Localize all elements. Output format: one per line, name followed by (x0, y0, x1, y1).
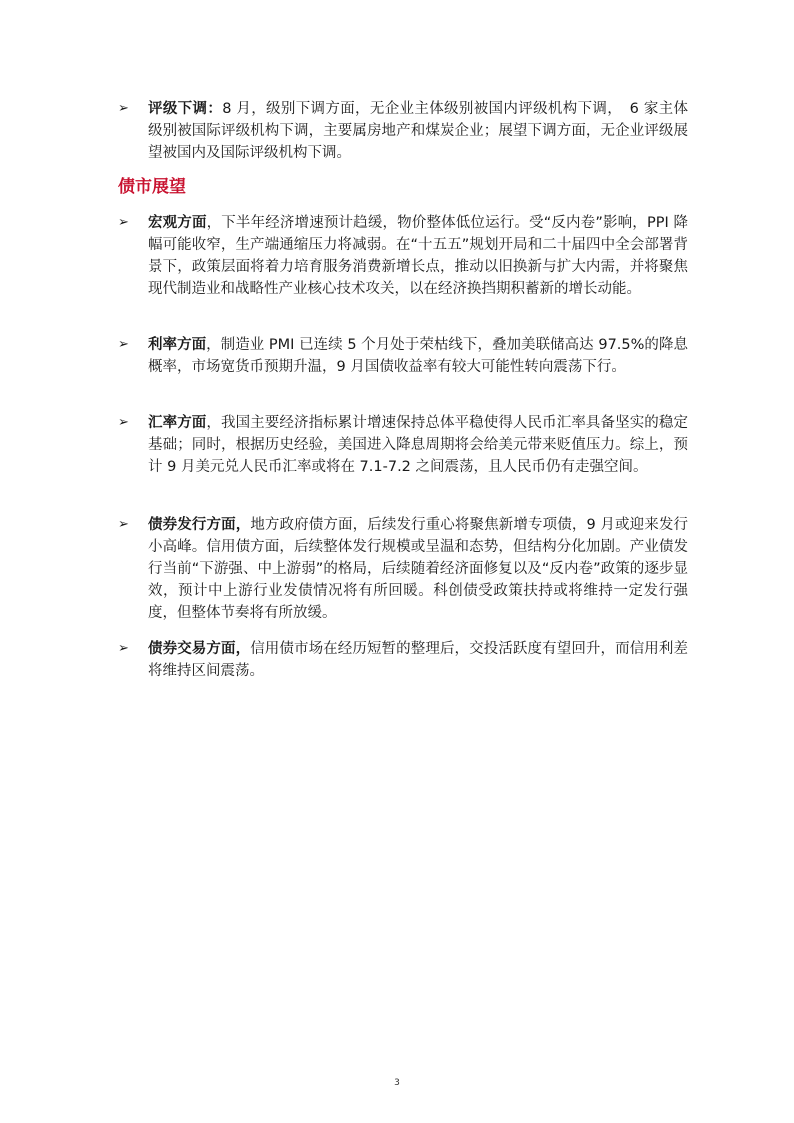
paragraph-label: 债券交易方面， (148, 641, 251, 657)
paragraph (148, 334, 688, 378)
paragraph (148, 514, 688, 624)
paragraph-body: ，制造业 PMI 已连续 5 个月处于荣枯线下，叠加美联储高达 97.5%的降息概率，市场宽货币预期升温，9 月国债收益率有较大可能性转向震荡下行。 (148, 337, 688, 375)
paragraph-body: ，我国主要经济指标累计增速保持总体平稳使得人民币汇率具备坚实的稳定基础；同时，根据历史经验，美国进入降息周期将会给美元带来贬值压力。综上，预计 9 月美元兑人民币汇率或将在 7.1-7.2 之间震荡，且人民币仍有走强空间。 (148, 415, 688, 475)
page-number: 3 (394, 1078, 400, 1088)
arrow-bullet-icon: ➢ (118, 337, 129, 352)
paragraph-body: ，下半年经济增速预计趋缓，物价整体低位运行。受“反内卷”影响，PPI 降幅可能收窄，生产端通缩压力将减弱。在“十五五”规划开局和二十届四中全会部署背景下，政策层面将着力培育服务消费新增长点，推动以旧换新与扩大内需，并将聚焦现代制造业和战略性产业核心技术攻关，以在经济换挡期积蓄新的增长动能。 (148, 215, 688, 297)
paragraph-body: 8 月，级别下调方面，无企业主体级别被国内评级机构下调， 6 家主体级别被国际评级机构下调，主要属房地产和煤炭企业；展望下调方面，无企业评级展望被国内及国际评级机构下调。 (148, 101, 689, 161)
arrow-bullet-icon: ➢ (118, 101, 129, 116)
paragraph-label: 债券发行方面， (148, 517, 251, 533)
paragraph-label: 汇率方面 (148, 415, 207, 431)
arrow-bullet-icon: ➢ (118, 517, 129, 532)
paragraph (148, 638, 688, 682)
paragraph-label: 宏观方面 (148, 215, 207, 231)
section-title: 债市展望 (118, 177, 186, 197)
paragraph-label: 评级下调： (148, 101, 223, 117)
arrow-bullet-icon: ➢ (118, 641, 129, 656)
paragraph (148, 412, 688, 478)
paragraph-label: 利率方面 (148, 337, 207, 353)
paragraph (148, 98, 688, 164)
paragraph-body: 地方政府债方面，后续发行重心将聚焦新增专项债，9 月或迎来发行小高峰。信用债方面，后续整体发行规模或呈温和态势，但结构分化加剧。产业债发行当前“下游强、中上游弱”的格局，后续随着经济面修复以及“反内卷”政策的逐步显效，预计中上游行业发债情况将有所回暖。科创债受政策扶持或将维持一定发行强度，但整体节奏将有所放缓。 (148, 517, 688, 621)
arrow-bullet-icon: ➢ (118, 415, 129, 430)
arrow-bullet-icon: ➢ (118, 215, 129, 230)
paragraph-body: 信用债市场在经历短暂的整理后，交投活跃度有望回升，而信用利差将维持区间震荡。 (148, 641, 689, 679)
paragraph (148, 212, 688, 300)
